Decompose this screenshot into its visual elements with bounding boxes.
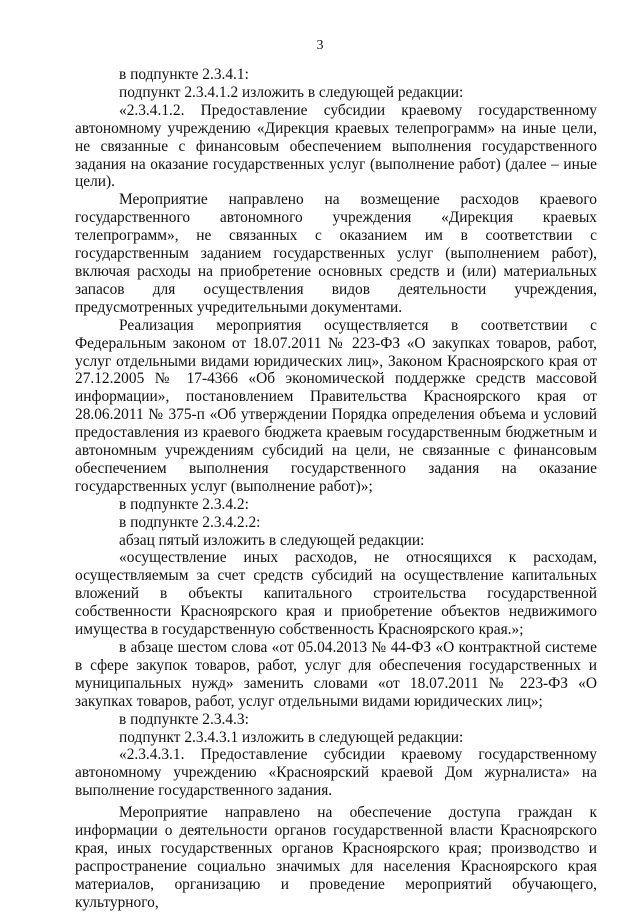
paragraph-edit-instruction-2: подпункт 2.3.4.3.1 изложить в следующей редакции: <box>119 728 464 746</box>
paragraph-2-3-4-1-2: «2.3.4.1.2. Предоставление субсидии краевому государственному автономному учреждению «Дирекция краевых телепрограмм» на иные цели, не связанные с финансовым обеспечением выполнения государственного задания на оказание государственных услуг (выполнение работ) (далее – иные цели). <box>75 101 597 191</box>
paragraph-measure-purpose: Мероприятие направлено на возмещение расходов краевого государственного автономного учреждения «Дирекция краевых телепрограмм», не связанных с оказанием им в соответствии с государственным заданием государственных услуг (выполнением работ), включая расходы на приобретение основных средств и (или) материальных запасов для осуществления видов деятельности учреждения, предусмотренных учредительными документами. <box>75 191 597 316</box>
paragraph-2-3-4-3-1: «2.3.4.3.1. Предоставление субсидии краевому государственному автономному учреждению «Красноярский краевой Дом журналиста» на выполнение государственного задания. <box>75 746 597 800</box>
paragraph-sixth-abzac-replacement: в абзаце шестом слова «от 05.04.2013 № 44-ФЗ «О контрактной системе в сфере закупок товаров, работ, услуг для обеспечения государственных и муниципальных нужд» заменить словами «от 18.07.2011 № 223-ФЗ «О закупках товаров, работ, услуг отдельными видами юридических лиц»; <box>75 639 597 710</box>
paragraph-subpoint-2-3-4-1: в подпункте 2.3.4.1: <box>119 66 249 83</box>
document-body <box>75 66 597 912</box>
paragraph-subpoint-2-3-4-3: в подпункте 2.3.4.3: <box>119 710 249 728</box>
page-number: 3 <box>316 38 324 53</box>
paragraph-edit-instruction: подпункт 2.3.4.1.2 изложить в следующей редакции: <box>119 83 464 101</box>
paragraph-fifth-abzac-instruction: абзац пятый изложить в следующей редакции: <box>119 531 425 549</box>
paragraph-subpoint-2-3-4-2: в подпункте 2.3.4.2: <box>119 495 249 513</box>
paragraph-other-expenses: «осуществление иных расходов, не относящихся к расходам, осуществляемым за счет средств субсидий на осуществление капитальных вложений в объекты капитального строительства государственной собственности Красноярского края и приобретение объектов недвижимого имущества в государственную собственность Красноярского края.»; <box>75 549 597 639</box>
paragraph-legal-basis: Реализация мероприятия осуществляется в соответствии с Федеральным законом от 18.07.2011 № 223-ФЗ «О закупках товаров, работ, услуг отдельными видами юридических лиц», Законом Красноярского края от 27.12.2005 № 17-4366 «Об экономической поддержке средств массовой информации», постановлением Правительства Красноярского края от 28.06.2011 № 375-п «Об утверждении Порядка определения объема и условий предоставления из краевого бюджета краевым государственным бюджетным и автономным учреждениям субсидий на цели, не связанные с финансовым обеспечением выполнения государственного задания на оказание государственных услуг (выполнение работ)»; <box>75 316 597 495</box>
paragraph-measure-access: Мероприятие направлено на обеспечение доступа граждан к информации о деятельности органов государственной власти Красноярского края, иных государственных органов Красноярского края; производство и распространение социально значимых для населения Красноярского края материалов, организацию и проведение мероприятий обучающего, культурного, <box>75 804 597 911</box>
paragraph-subpoint-2-3-4-2-2: в подпункте 2.3.4.2.2: <box>119 513 261 531</box>
